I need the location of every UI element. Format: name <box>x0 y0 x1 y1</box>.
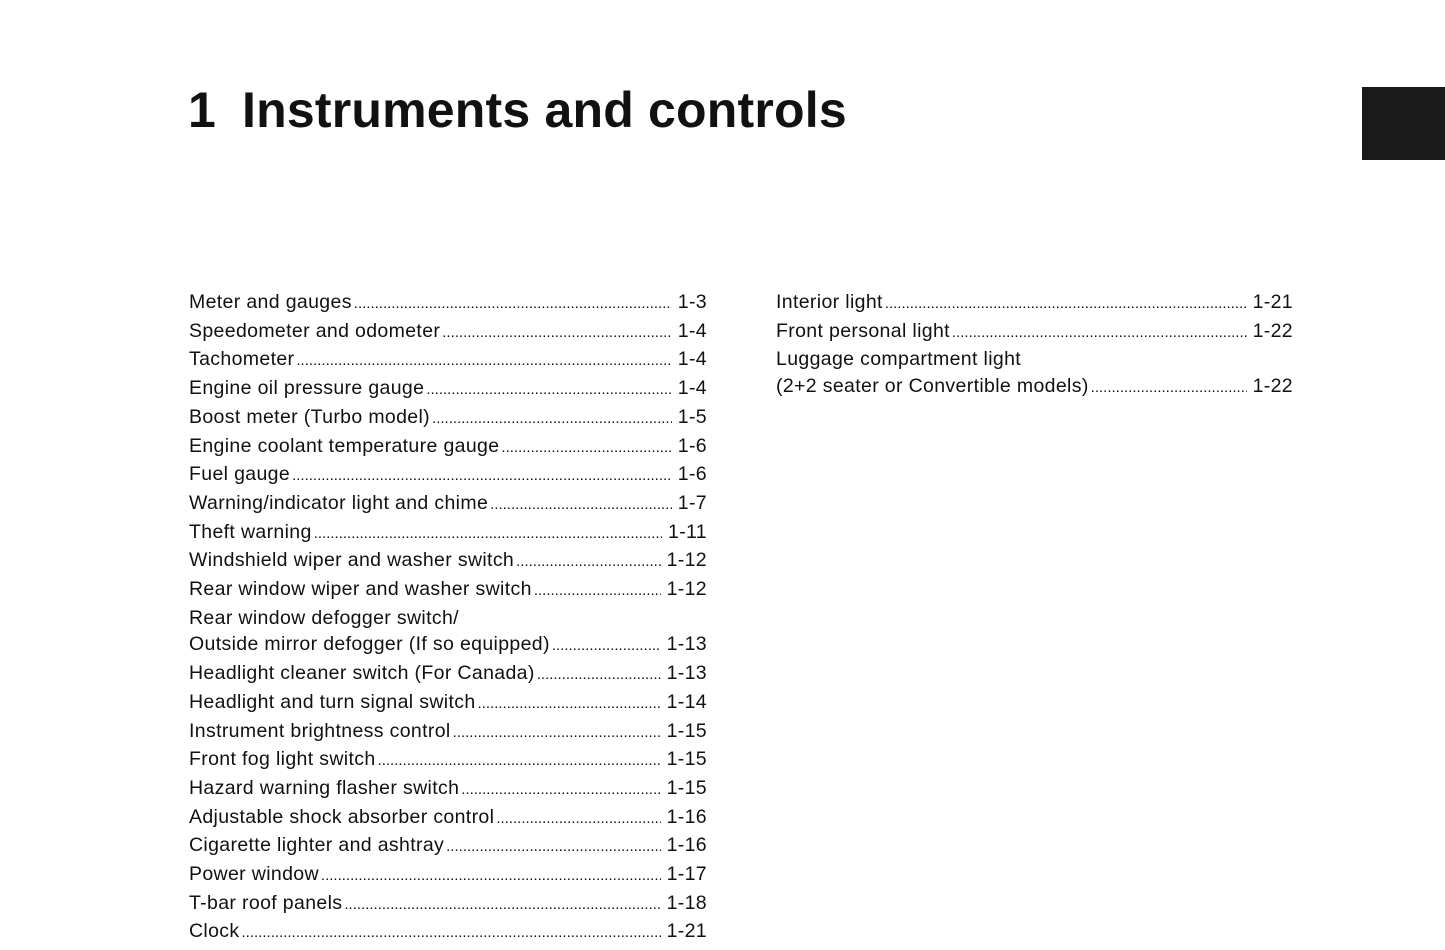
chapter-thumb-tab <box>1362 87 1445 160</box>
toc-entry[interactable] <box>189 490 707 519</box>
toc-entry-page: 1-4 <box>677 319 707 342</box>
dot-leader <box>321 863 661 890</box>
toc-entry[interactable] <box>189 832 707 861</box>
toc-entry-page: 1-4 <box>677 348 707 371</box>
dot-leader <box>478 691 661 718</box>
toc-entry[interactable] <box>189 775 707 804</box>
dot-leader <box>461 777 660 804</box>
toc-entry-title: Warning/indicator light and chime <box>189 491 489 514</box>
toc-entry-page: 1-13 <box>666 662 707 685</box>
toc-entry-title: Engine oil pressure gauge <box>189 377 425 400</box>
toc-entry[interactable] <box>189 718 707 747</box>
toc-entry-title: Headlight and turn signal switch <box>189 690 476 713</box>
toc-entry-title: Headlight cleaner switch (For Canada) <box>189 662 535 685</box>
toc-entry-title-line1: Luggage compartment light <box>776 348 1022 371</box>
toc-entry[interactable] <box>189 433 707 462</box>
dot-leader <box>490 492 672 519</box>
toc-entry[interactable] <box>189 689 707 718</box>
toc-entry-title: Cigarette lighter and ashtray <box>189 834 445 857</box>
dot-leader <box>292 463 672 490</box>
toc-entry-page: 1-5 <box>677 405 707 428</box>
toc-entry[interactable] <box>189 547 707 576</box>
dot-leader <box>453 720 661 747</box>
toc-entry[interactable] <box>189 346 707 375</box>
toc-entry[interactable] <box>776 289 1293 318</box>
toc-entry-title: Fuel gauge <box>189 463 291 486</box>
toc-entry-page: 1-17 <box>666 863 707 886</box>
dot-leader <box>426 377 671 404</box>
toc-entry-title: Theft warning <box>189 520 312 543</box>
dot-leader <box>314 521 662 548</box>
toc-entry-title: Instrument brightness control <box>189 719 451 742</box>
chapter-number: 1 <box>188 82 217 138</box>
toc-entry-page: 1-21 <box>1252 291 1293 313</box>
dot-leader <box>496 806 660 833</box>
toc-entry-page: 1-6 <box>677 463 707 486</box>
toc-entry-page: 1-22 <box>1252 375 1293 398</box>
toc-entry-page: 1-14 <box>666 690 707 713</box>
dot-leader <box>442 320 672 347</box>
toc-entry[interactable] <box>189 660 707 689</box>
dot-leader <box>378 748 661 775</box>
toc-entry[interactable] <box>189 289 707 318</box>
toc-entry-page: 1-11 <box>668 520 707 543</box>
toc-entry-title: Windshield wiper and washer switch <box>189 549 515 572</box>
toc-entry-page: 1-7 <box>677 491 707 514</box>
toc-entry-title-line1: Rear window defogger switch/ <box>189 606 459 629</box>
toc-entry[interactable] <box>189 746 707 775</box>
toc-entry-title: Outside mirror defogger (If so equipped) <box>189 633 550 656</box>
toc-entry[interactable] <box>189 804 707 833</box>
toc-entry[interactable] <box>189 461 707 490</box>
dot-leader <box>344 892 660 919</box>
toc-entry[interactable] <box>189 918 707 947</box>
dot-leader <box>534 578 661 605</box>
toc-entry-page: 1-6 <box>677 434 707 457</box>
toc-entry-title: Adjustable shock absorber control <box>189 805 495 828</box>
toc-entry-title: Power window <box>189 863 319 886</box>
toc-entry-title: Meter and gauges <box>189 291 352 313</box>
dot-leader <box>432 406 672 433</box>
toc-entry-title: Tachometer <box>189 348 295 371</box>
toc-entry-page: 1-4 <box>677 377 707 400</box>
toc-entry-page: 1-3 <box>677 291 707 313</box>
toc-entry-title: Front personal light <box>776 319 950 342</box>
toc-entry[interactable] <box>189 318 707 347</box>
dot-leader <box>501 435 671 462</box>
dot-leader <box>537 662 661 689</box>
dot-leader <box>1091 375 1247 402</box>
toc-entry-title: Boost meter (Turbo model) <box>189 405 431 428</box>
toc-entry[interactable] <box>189 519 707 548</box>
toc-right-column <box>776 289 1293 402</box>
toc-entry[interactable] <box>189 890 707 919</box>
toc-entry-title: Speedometer and odometer <box>189 319 441 342</box>
toc-entry-page: 1-15 <box>666 776 707 799</box>
toc-entry-title: (2+2 seater or Convertible models) <box>776 375 1089 398</box>
toc-entry-page: 1-21 <box>666 920 707 943</box>
toc-entry[interactable] <box>189 375 707 404</box>
dot-leader <box>952 320 1247 347</box>
toc-entry-title: Clock <box>189 920 240 943</box>
dot-leader <box>242 920 661 947</box>
toc-entry[interactable] <box>776 318 1293 347</box>
toc-entry-title: Front fog light switch <box>189 748 376 771</box>
toc-entry[interactable] <box>776 346 1293 401</box>
toc-entry-page: 1-22 <box>1252 319 1293 342</box>
toc-entry-page: 1-18 <box>666 891 707 914</box>
dot-leader <box>354 291 672 318</box>
dot-leader <box>516 549 660 576</box>
toc-entry[interactable] <box>189 605 707 660</box>
dot-leader <box>552 633 661 660</box>
toc-entry-page: 1-12 <box>666 578 707 601</box>
dot-leader <box>296 348 671 375</box>
chapter-title <box>188 80 847 140</box>
toc-entry-page: 1-12 <box>666 549 707 572</box>
toc-entry-title: Engine coolant temperature gauge <box>189 434 500 457</box>
chapter-title-text: Instruments and controls <box>242 82 847 138</box>
toc-left-column <box>189 289 707 947</box>
toc-entry-title: T-bar roof panels <box>189 891 343 914</box>
toc-entry-page: 1-15 <box>666 719 707 742</box>
toc-entry[interactable] <box>189 861 707 890</box>
dot-leader <box>885 291 1247 318</box>
toc-entry-title: Rear window wiper and washer switch <box>189 578 532 601</box>
toc-entry[interactable] <box>189 404 707 433</box>
toc-entry-page: 1-13 <box>666 633 707 656</box>
dot-leader <box>446 834 660 861</box>
toc-entry-page: 1-16 <box>666 834 707 857</box>
toc-entry-title: Hazard warning flasher switch <box>189 776 460 799</box>
toc-entry[interactable] <box>189 576 707 605</box>
toc-entry-title: Interior light <box>776 291 883 313</box>
toc-entry-page: 1-15 <box>666 748 707 771</box>
toc-entry-page: 1-16 <box>666 805 707 828</box>
